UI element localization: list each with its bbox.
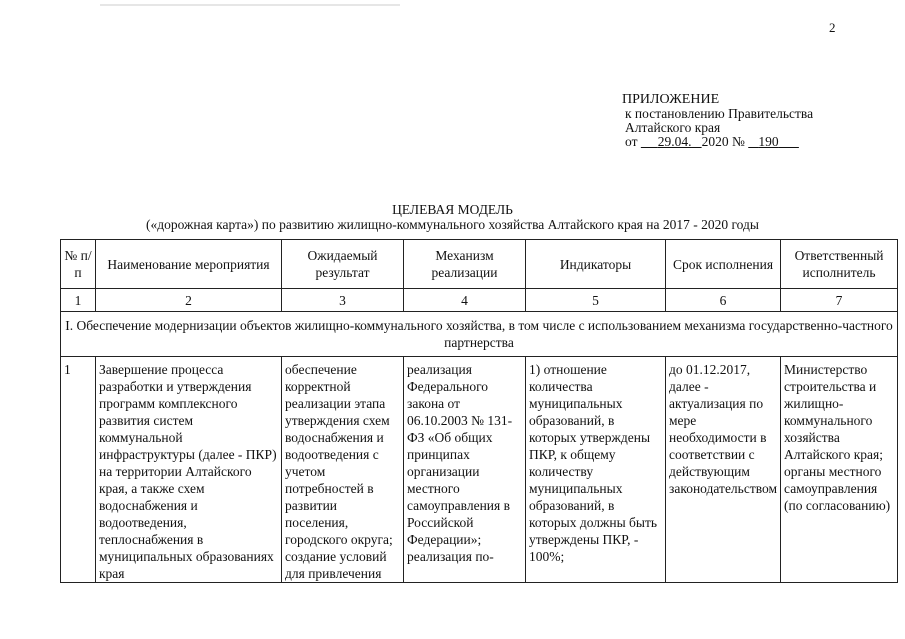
header-cell: Срок исполнения <box>666 240 781 289</box>
appendix-date-line <box>622 135 813 149</box>
number-value <box>748 134 799 149</box>
column-number: 4 <box>404 289 526 312</box>
header-cell: Наименование мероприятия <box>96 240 282 289</box>
column-number: 3 <box>282 289 404 312</box>
number-text: 190 <box>758 134 779 149</box>
column-number: 5 <box>526 289 666 312</box>
roadmap-table <box>60 239 898 583</box>
row-number: 1 <box>61 357 96 583</box>
column-number: 1 <box>61 289 96 312</box>
section-title: I. Обеспечение модернизации объектов жилищно-коммунального хозяйства, в том числе с использованием механизма государственно-частного партнерства <box>61 312 898 357</box>
appendix-line2: Алтайского края <box>625 120 721 135</box>
header-cell: Ожидаемый результат <box>282 240 404 289</box>
appendix-title: ПРИЛОЖЕНИЕ <box>622 92 720 107</box>
row-mechanism: реализация Федерального закона от 06.10.2003 № 131-ФЗ «Об общих принципах организации местного самоуправления в Российской Федерации»; реализация по- <box>404 357 526 583</box>
row-expected-result: обеспечение корректной реализации этапа утверждения схем водоснабжения и водоотведения с учетом потребностей в развитии поселения, городского округа; создание условий для привлечения <box>282 357 404 583</box>
row-responsible: Министерство строительства и жилищно-коммунального хозяйства Алтайского края; органы местного самоуправления (по согласованию) <box>781 357 898 583</box>
date-text: 29.04. <box>657 134 692 149</box>
scan-artifact <box>100 4 400 6</box>
column-number-row <box>61 289 898 312</box>
year-value: 2020 <box>701 134 729 149</box>
header-cell: № п/п <box>61 240 96 289</box>
appendix-line1: к постановлению Правительства <box>625 106 814 121</box>
title-line2: («дорожная карта») по развитию жилищно-коммунального хозяйства Алтайского края на 2017 - 2020 годы <box>146 217 759 232</box>
title-line1: ЦЕЛЕВАЯ МОДЕЛЬ <box>392 202 513 217</box>
date-value <box>641 134 702 149</box>
header-cell: Механизм реализации <box>404 240 526 289</box>
row-deadline: до 01.12.2017, далее - актуализация по мере необходимости в соответствии с действующим законодательством <box>666 357 781 583</box>
header-cell: Индикаторы <box>526 240 666 289</box>
row-indicators: 1) отношение количества муниципальных образований, в которых утверждены ПКР, к общему количеству муниципальных образований, в которых должны быть утверждены ПКР, - 100%; <box>526 357 666 583</box>
from-label: от <box>625 134 638 149</box>
section-row <box>61 312 898 357</box>
appendix-block <box>622 93 813 149</box>
column-number: 6 <box>666 289 781 312</box>
column-number: 7 <box>781 289 898 312</box>
row-activity-name: Завершение процесса разработки и утверждения программ комплексного развития систем коммунальной инфраструктуры (далее - ПКР) на территории Алтайского края, а также схем водоснабжения и водоотведения, теплоснабжения в муниципальных образованиях края <box>96 357 282 583</box>
document-title <box>0 202 905 232</box>
no-label: № <box>731 134 745 149</box>
header-cell: Ответственный исполнитель <box>781 240 898 289</box>
table-row <box>61 357 898 583</box>
page-number: 2 <box>829 20 836 35</box>
table-header-row <box>61 240 898 289</box>
column-number: 2 <box>96 289 282 312</box>
